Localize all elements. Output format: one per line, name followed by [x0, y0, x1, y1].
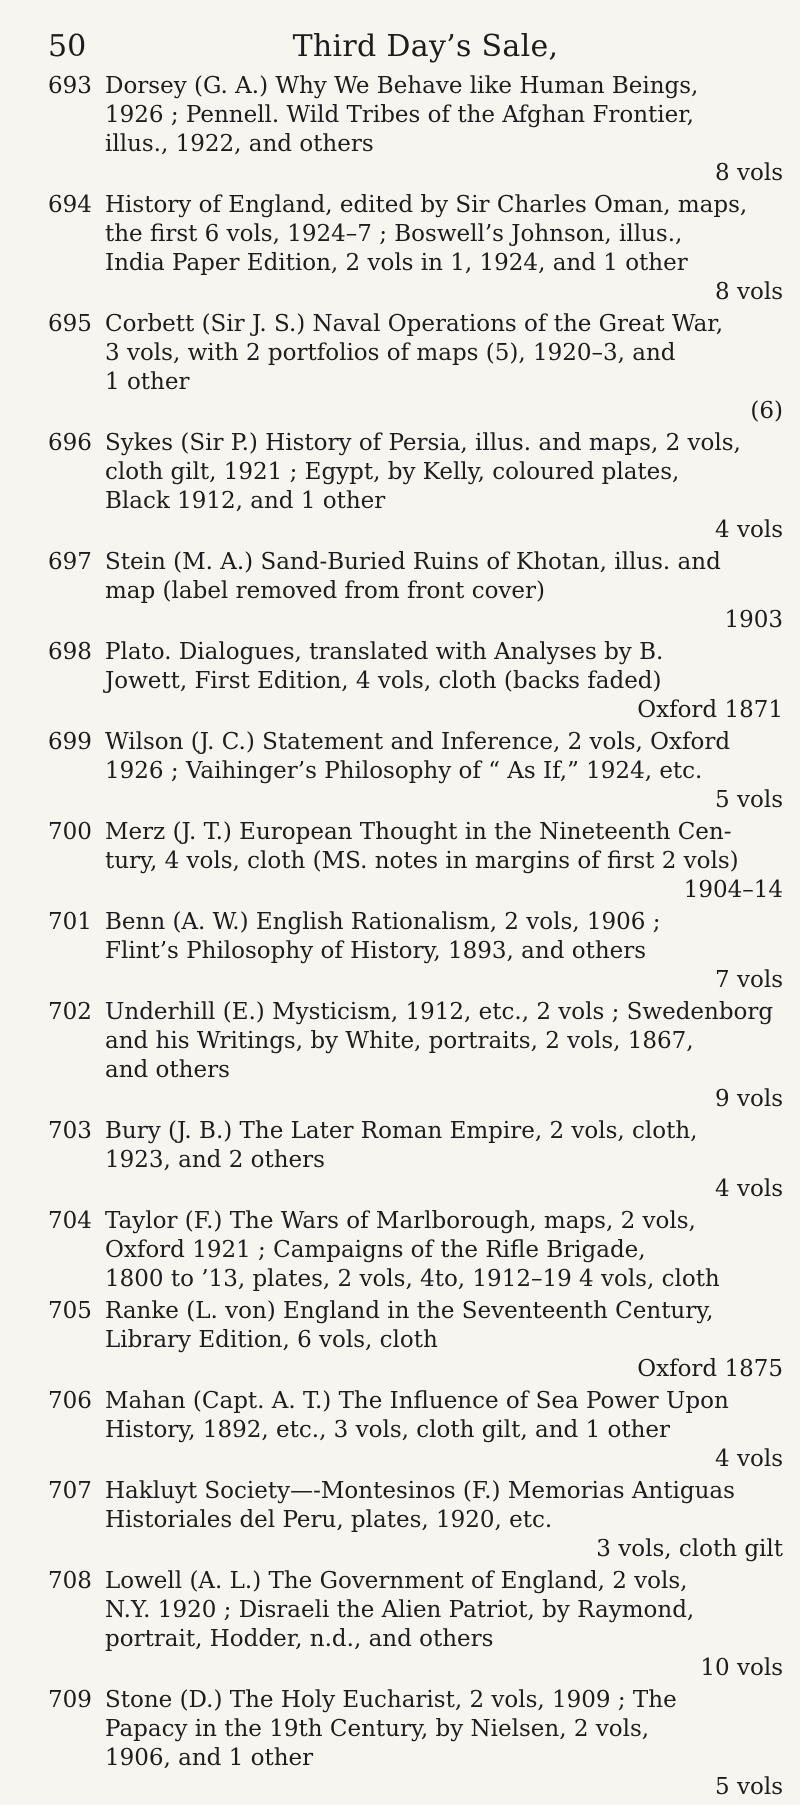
lot-line: illus., 1922, and others	[105, 131, 374, 157]
page-number: 50	[48, 28, 87, 64]
lot-line: Taylor (F.) The Wars of Marlborough, maps, 2 vols,	[105, 1208, 696, 1234]
lot-entry	[48, 1297, 783, 1384]
lot-quantity: 7 vols	[715, 967, 783, 993]
lot-description	[105, 1207, 783, 1294]
lot-line: 1926 ; Vaihinger’s Philosophy of “ As If,” 1924, etc.	[105, 758, 703, 784]
lot-entry	[48, 908, 783, 995]
lot-line: Papacy in the 19th Century, by Nielsen, 2 vols,	[105, 1716, 650, 1742]
lot-entry	[48, 638, 783, 725]
lot-line: History, 1892, etc., 3 vols, cloth gilt, and 1 other	[105, 1417, 671, 1443]
lot-line: Lowell (A. L.) The Government of England, 2 vols,	[105, 1568, 688, 1594]
lot-number: 705	[48, 1298, 92, 1324]
lot-line: India Paper Edition, 2 vols in 1, 1924, and 1 other	[105, 250, 688, 276]
lot-line: Hakluyt Society—-Montesinos (F.) Memorias Antiguas	[105, 1478, 735, 1504]
lot-line: Merz (J. T.) European Thought in the Nineteenth Cen-	[105, 819, 732, 845]
lot-number: 707	[48, 1478, 92, 1504]
lot-line: Stone (D.) The Holy Eucharist, 2 vols, 1909 ; The	[105, 1687, 677, 1713]
lot-line: tury, 4 vols, cloth (MS. notes in margins of first 2 vols)	[105, 848, 739, 874]
lot-entry	[48, 998, 783, 1114]
lot-quantity: Oxford 1875	[637, 1356, 783, 1382]
lot-line: cloth gilt, 1921 ; Egypt, by Kelly, coloured plates,	[105, 459, 680, 485]
lot-line: Bury (J. B.) The Later Roman Empire, 2 vols, cloth,	[105, 1118, 698, 1144]
lot-line: Historiales del Peru, plates, 1920, etc.	[105, 1507, 553, 1533]
lot-entry	[48, 818, 783, 905]
lot-line: Sykes (Sir P.) History of Persia, illus. and maps, 2 vols,	[105, 430, 741, 456]
lot-description	[105, 429, 783, 545]
lot-line: 1800 to ’13, plates, 2 vols, 4to, 1912–19 4 vols, cloth	[105, 1266, 720, 1292]
lot-quantity: 9 vols	[715, 1086, 783, 1112]
lot-line: Underhill (E.) Mysticism, 1912, etc., 2 vols ; Swedenborg	[105, 999, 774, 1025]
lot-number: 699	[48, 729, 92, 755]
lot-number: 696	[48, 430, 92, 456]
lot-entry	[48, 1567, 783, 1683]
lot-description	[105, 1297, 783, 1384]
lot-entry	[48, 1387, 783, 1474]
lot-line: Dorsey (G. A.) Why We Behave like Human Beings,	[105, 73, 699, 99]
lot-line: and others	[105, 1057, 230, 1083]
lot-quantity: 1903	[724, 607, 783, 633]
running-head: Third Day’s Sale,	[292, 28, 559, 64]
lot-quantity: Oxford 1871	[637, 697, 783, 723]
lot-line: 3 vols, with 2 portfolios of maps (5), 1920–3, and	[105, 340, 676, 366]
lot-entry	[48, 191, 783, 307]
lot-description	[105, 728, 783, 815]
page-header	[48, 28, 783, 64]
lot-entry	[48, 1207, 783, 1294]
lot-quantity: 4 vols	[715, 517, 783, 543]
lot-description	[105, 191, 783, 307]
lot-quantity: 3 vols, cloth gilt	[596, 1536, 783, 1562]
lot-entry	[48, 72, 783, 188]
lot-line: Plato. Dialogues, translated with Analyses by B.	[105, 639, 664, 665]
lot-number: 709	[48, 1687, 92, 1713]
lot-number: 695	[48, 311, 92, 337]
lot-number: 701	[48, 909, 92, 935]
lot-line: Flint’s Philosophy of History, 1893, and others	[105, 938, 647, 964]
lot-quantity: 5 vols	[715, 787, 783, 813]
lot-line: Benn (A. W.) English Rationalism, 2 vols, 1906 ;	[105, 909, 661, 935]
lot-line: Stein (M. A.) Sand-Buried Ruins of Khotan, illus. and	[105, 549, 721, 575]
lot-line: Oxford 1921 ; Campaigns of the Rifle Brigade,	[105, 1237, 646, 1263]
lot-quantity: 1904–14	[683, 877, 783, 903]
lot-number: 694	[48, 192, 92, 218]
lot-entry	[48, 310, 783, 426]
lot-description	[105, 72, 783, 188]
lot-number: 697	[48, 549, 92, 575]
lot-line: map (label removed from front cover)	[105, 578, 545, 604]
lot-line: 1 other	[105, 369, 190, 395]
lot-number: 706	[48, 1388, 92, 1414]
lot-line: Jowett, First Edition, 4 vols, cloth (backs faded)	[105, 668, 662, 694]
lot-number: 700	[48, 819, 92, 845]
lot-line: the first 6 vols, 1924–7 ; Boswell’s Johnson, illus.,	[105, 221, 683, 247]
lot-number: 693	[48, 73, 92, 99]
lot-number: 703	[48, 1118, 92, 1144]
lot-line: Library Edition, 6 vols, cloth	[105, 1327, 438, 1353]
lot-quantity: 4 vols	[715, 1446, 783, 1472]
lot-description	[105, 1387, 783, 1474]
lot-line: portrait, Hodder, n.d., and others	[105, 1626, 494, 1652]
lot-description	[105, 310, 783, 426]
lot-quantity: (6)	[750, 398, 783, 424]
lot-quantity: 8 vols	[715, 279, 783, 305]
lot-line: Wilson (J. C.) Statement and Inference, 2 vols, Oxford	[105, 729, 731, 755]
lot-line: Mahan (Capt. A. T.) The Influence of Sea Power Upon	[105, 1388, 729, 1414]
lot-line: 1906, and 1 other	[105, 1745, 314, 1771]
lot-line: N.Y. 1920 ; Disraeli the Alien Patriot, by Raymond,	[105, 1597, 695, 1623]
lot-description	[105, 638, 783, 725]
lot-description	[105, 908, 783, 995]
lot-entry	[48, 1686, 783, 1802]
lot-description	[105, 1117, 783, 1204]
lot-description	[105, 1567, 783, 1683]
lot-number: 702	[48, 999, 92, 1025]
lot-line: History of England, edited by Sir Charles Oman, maps,	[105, 192, 748, 218]
lot-description	[105, 998, 783, 1114]
lot-quantity: 8 vols	[715, 160, 783, 186]
lot-description	[105, 548, 783, 635]
lot-line: 1923, and 2 others	[105, 1147, 325, 1173]
lot-entry	[48, 1477, 783, 1564]
lot-entry	[48, 728, 783, 815]
lot-line: and his Writings, by White, portraits, 2 vols, 1867,	[105, 1028, 694, 1054]
lot-number: 708	[48, 1568, 92, 1594]
lot-description	[105, 818, 783, 905]
lot-entry	[48, 1117, 783, 1204]
lot-line: Corbett (Sir J. S.) Naval Operations of the Great War,	[105, 311, 724, 337]
lot-list	[48, 72, 783, 1805]
lot-description	[105, 1686, 783, 1802]
lot-quantity: 10 vols	[700, 1655, 783, 1681]
lot-entry	[48, 429, 783, 545]
lot-quantity: 5 vols	[715, 1774, 783, 1800]
lot-line: Ranke (L. von) England in the Seventeenth Century,	[105, 1298, 714, 1324]
lot-description	[105, 1477, 783, 1564]
lot-line: 1926 ; Pennell. Wild Tribes of the Afghan Frontier,	[105, 102, 694, 128]
lot-number: 698	[48, 639, 92, 665]
lot-line: Black 1912, and 1 other	[105, 488, 386, 514]
lot-entry	[48, 548, 783, 635]
lot-quantity: 4 vols	[715, 1176, 783, 1202]
lot-number: 704	[48, 1208, 92, 1234]
